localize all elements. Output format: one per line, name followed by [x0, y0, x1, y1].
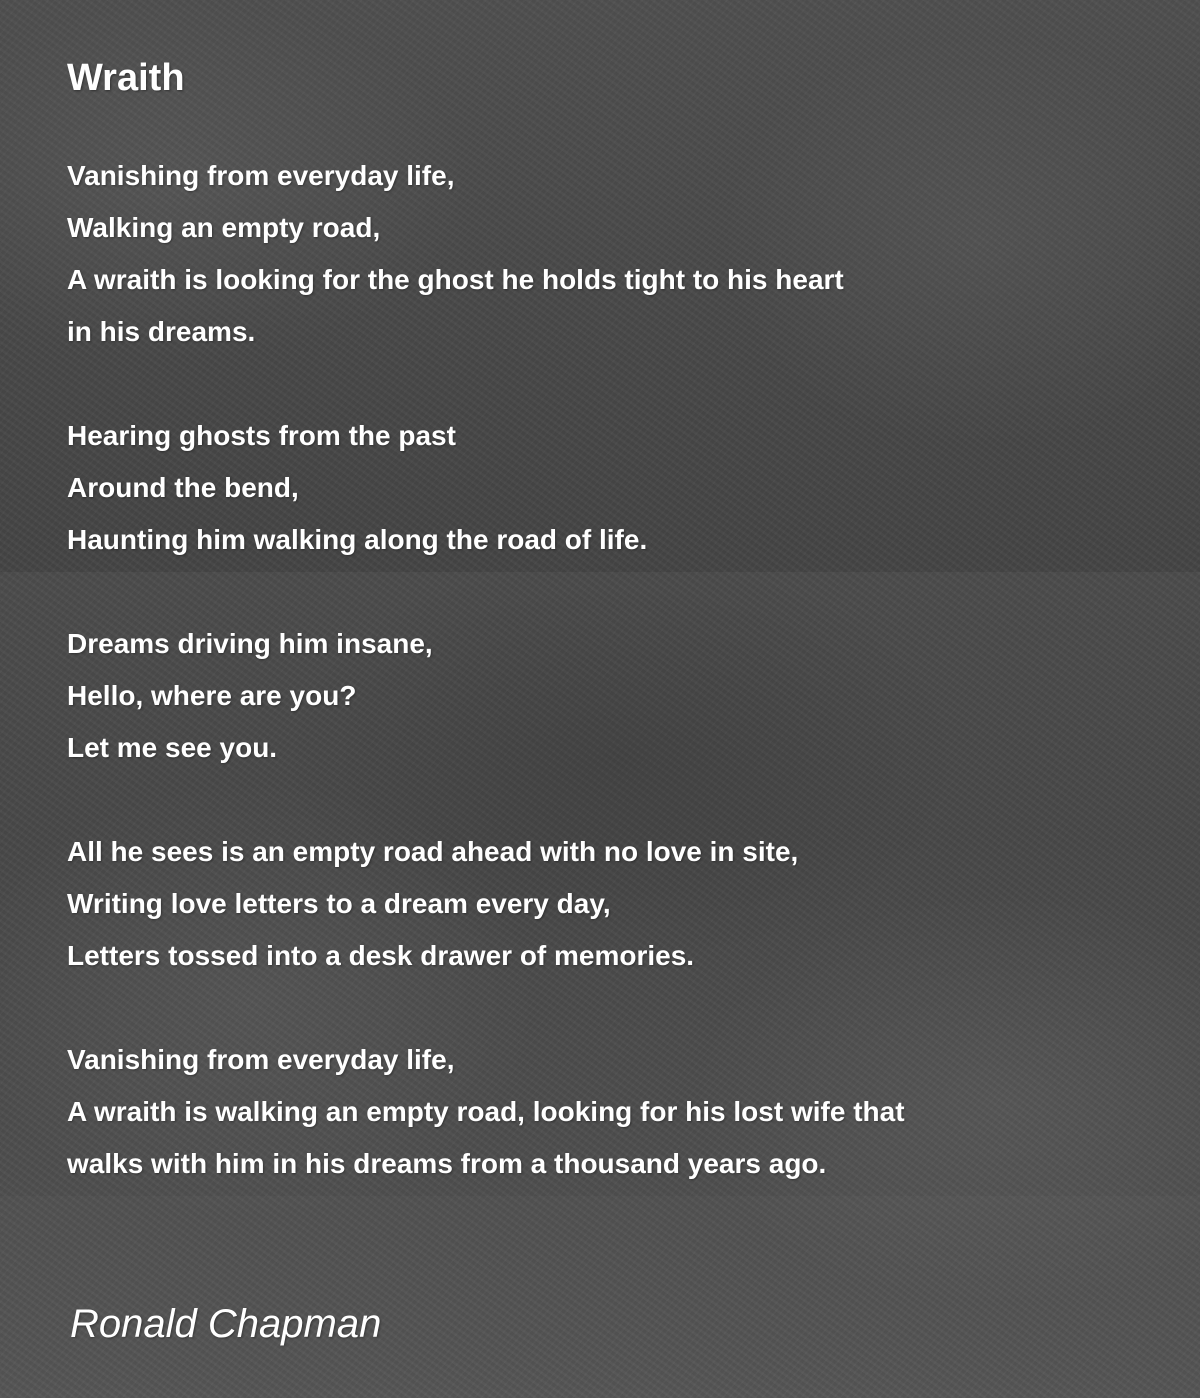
- poem-author: Ronald Chapman: [70, 1302, 382, 1346]
- poem-line: A wraith is walking an empty road, looking for his lost wife that: [67, 1096, 905, 1127]
- poem-line: A wraith is looking for the ghost he holds tight to his heart: [67, 264, 844, 295]
- stanza-gap: [67, 566, 1147, 618]
- poem-line: Walking an empty road,: [67, 212, 381, 243]
- poem-line: Vanishing from everyday life,: [67, 160, 455, 191]
- stanza: [67, 1034, 1147, 1190]
- stanza: [67, 150, 1147, 358]
- poem-line: Around the bend,: [67, 472, 299, 503]
- poem-line: Hearing ghosts from the past: [67, 420, 456, 451]
- poem-line: Let me see you.: [67, 732, 278, 763]
- stanza-gap: [67, 982, 1147, 1034]
- poem-line: Writing love letters to a dream every day,: [67, 888, 611, 919]
- poem-title: Wraith: [67, 57, 185, 99]
- stanza-gap: [67, 774, 1147, 826]
- poem-line: Vanishing from everyday life,: [67, 1044, 455, 1075]
- poem-line: in his dreams.: [67, 316, 256, 347]
- poem-line: walks with him in his dreams from a thousand years ago.: [67, 1148, 827, 1179]
- stanza: [67, 618, 1147, 774]
- stanza-gap: [67, 358, 1147, 410]
- background-band-bottom: [0, 1196, 1200, 1398]
- poem-line: All he sees is an empty road ahead with no love in site,: [67, 836, 799, 867]
- poem-line: Hello, where are you?: [67, 680, 357, 711]
- poem-line: Dreams driving him insane,: [67, 628, 433, 659]
- poem-line: Letters tossed into a desk drawer of memories.: [67, 940, 695, 971]
- stanza: [67, 826, 1147, 982]
- poem-body: [67, 150, 1147, 1190]
- poem-line: Haunting him walking along the road of life.: [67, 524, 648, 555]
- stanza: [67, 410, 1147, 566]
